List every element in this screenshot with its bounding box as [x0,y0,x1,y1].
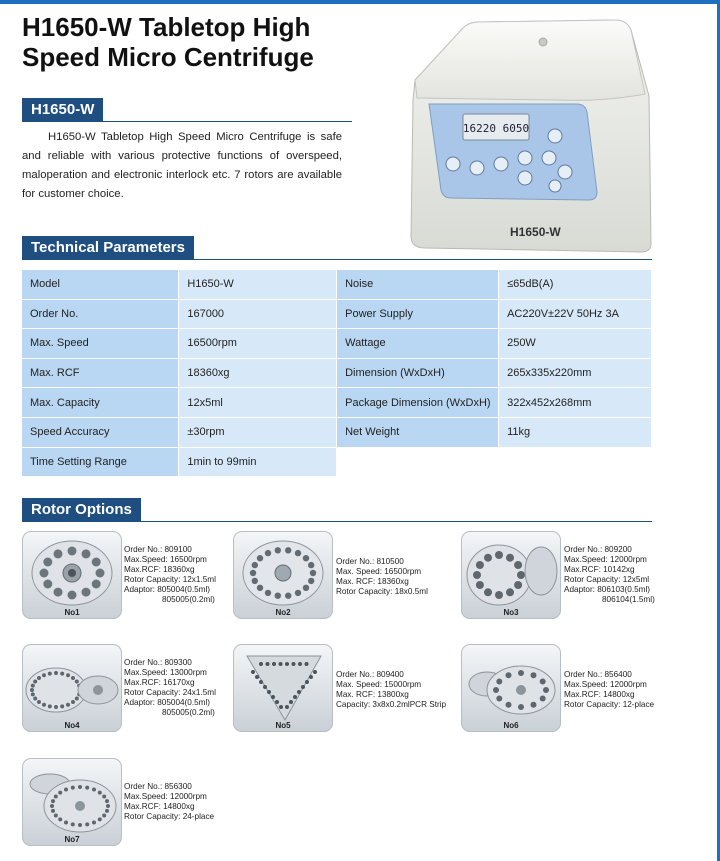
parameter-value: 265x335x220mm [499,358,652,388]
rotor-drawing [461,644,561,732]
parameter-label: Power Supply [337,299,499,329]
rotor-spec-line: Rotor Capacity: 24-place [124,812,215,821]
model-section-rule [22,121,352,122]
rotor-number-label: No2 [275,608,291,617]
parameter-value: ≤65dB(A) [499,270,652,299]
rotor-image [22,644,122,732]
tech-section-tag: Technical Parameters [22,236,194,260]
parameter-label: Order No. [22,299,179,329]
rotor-spec-line: Order No.: 856300 [124,782,192,791]
parameter-value: 167000 [179,299,337,329]
parameter-value: H1650-W [179,270,337,299]
parameter-row [22,447,652,477]
rotor-spec-line: 805005(0.2ml) [162,708,215,717]
rotor-number-label: No1 [64,608,80,617]
rotor-spec-line: Order No.: 856400 [564,670,632,679]
rotor-drawing [22,531,122,619]
rotor-number-label: No7 [64,835,80,844]
rotor-spec-line: Rotor Capacity: 12x1.5ml [124,575,216,584]
rotor-spec-line: Order No.: 809100 [124,545,192,554]
rotor-spec-line: Max.RCF: 14800xg [124,802,195,811]
rotor-image [233,644,333,732]
rotor-spec-list [564,545,655,605]
model-plate-text: H1650-W [510,225,561,239]
rotor-spec-list [336,557,428,597]
rotor-spec-line: Max. Speed: 16500rpm [336,567,422,576]
parameter-label: Package Dimension (WxDxH) [337,388,499,418]
parameter-label [337,447,499,477]
parameter-label: Max. Capacity [22,388,179,418]
rotor-spec-line: 806104(1.5ml) [602,595,655,604]
page-title [22,12,314,72]
parameter-value: 18360xg [179,358,337,388]
lcd-display-text: 16220 6050 [462,122,530,135]
parameter-value: 322x452x268mm [499,388,652,418]
parameter-value: 250W [499,329,652,359]
rotor-spec-line: Rotor Capacity: 18x0.5ml [336,587,428,596]
parameter-row [22,270,652,299]
rotor-spec-line: Order No.: 810500 [336,557,404,566]
parameter-label: Speed Accuracy [22,417,179,447]
parameter-label: Max. Speed [22,329,179,359]
parameter-label: Net Weight [337,417,499,447]
parameter-value: AC220V±22V 50Hz 3A [499,299,652,329]
rotor-spec-line: 805005(0.2ml) [162,595,215,604]
rotor-image [461,644,561,732]
rotor-spec-list [336,670,446,710]
rotor-drawing [461,531,561,619]
parameter-value: 11kg [499,417,652,447]
rotor-number-label: No5 [275,721,291,730]
parameter-label: Max. RCF [22,358,179,388]
rotor-spec-line: Max.RCF: 18360xg [124,565,195,574]
rotor-section-tag: Rotor Options [22,498,141,522]
parameter-row [22,358,652,388]
rotor-spec-line: Max. RCF: 18360xg [336,577,409,586]
rotor-image [22,531,122,619]
rotor-spec-line: Max.Speed: 13000rpm [124,668,207,677]
rotor-spec-list [124,545,216,605]
rotor-drawing [233,644,333,732]
rotor-drawing [22,644,122,732]
parameter-label: Time Setting Range [22,447,179,477]
rotor-drawing [233,531,333,619]
rotor-spec-line: Rotor Capacity: 12x5ml [564,575,650,584]
parameter-row [22,299,652,329]
rotor-spec-line: Max. Speed: 15000rpm [336,680,422,689]
rotor-spec-line: Max.RCF: 10142xg [564,565,635,574]
rotor-spec-line: Rotor Capacity: 24x1.5ml [124,688,216,697]
parameter-value [499,447,652,477]
title-line-2: Speed Micro Centrifuge [22,42,314,72]
parameter-label: Wattage [337,329,499,359]
parameter-value: 1min to 99min [179,447,337,477]
rotor-image [22,758,122,846]
parameter-value: 12x5ml [179,388,337,418]
rotor-spec-line: Order No.: 809200 [564,545,632,554]
centrifuge-product-image [405,8,655,256]
model-section-tag: H1650-W [22,98,103,122]
parameter-row [22,388,652,418]
parameter-row [22,329,652,359]
rotor-section-rule [22,521,652,522]
rotor-spec-line: Adaptor: 805004(0.5ml) [124,698,211,707]
rotor-spec-list [124,782,214,822]
rotor-spec-line: Adaptor: 806103(0.5ml) [564,585,651,594]
parameter-row [22,417,652,447]
rotor-spec-line: Max.RCF: 16170xg [124,678,195,687]
rotor-number-label: No6 [503,721,519,730]
parameter-label: Noise [337,270,499,299]
intro-paragraph: H1650-W Tabletop High Speed Micro Centrifuge is safe and reliable with various protective functions of overspeed, maloperation and electronic interlock etc. 7 rotors are available for customer choice. [22,131,342,200]
rotor-number-label: No3 [503,608,519,617]
top-border [0,0,720,4]
tech-section-rule [22,259,652,260]
parameter-value: 16500rpm [179,329,337,359]
rotor-spec-line: Max.Speed: 16500rpm [124,555,207,564]
rotor-spec-line: Max. RCF: 13800xg [336,690,409,699]
parameter-label: Dimension (WxDxH) [337,358,499,388]
rotor-spec-line: Max.Speed: 12000rpm [564,555,647,564]
rotor-spec-line: Adaptor: 805004(0.5ml) [124,585,211,594]
rotor-spec-list [564,670,654,710]
rotor-spec-line: Order No.: 809400 [336,670,404,679]
rotor-number-label: No4 [64,721,80,730]
parameter-label: Model [22,270,179,299]
parameter-value: ±30rpm [179,417,337,447]
rotor-spec-line: Max.Speed: 12000rpm [564,680,647,689]
rotor-image [233,531,333,619]
rotor-spec-line: Rotor Capacity: 12-place [564,700,655,709]
rotor-spec-line: Max.RCF: 14800xg [564,690,635,699]
rotor-spec-list [124,658,216,718]
rotor-spec-line: Order No.: 809300 [124,658,192,667]
title-line-1: H1650-W Tabletop High [22,12,311,42]
rotor-image [461,531,561,619]
rotor-spec-line: Max.Speed: 12000rpm [124,792,207,801]
rotor-drawing [22,758,122,846]
rotor-spec-line: Capacity: 3x8x0.2mlPCR Strip [336,700,447,709]
parameters-table [22,270,652,477]
